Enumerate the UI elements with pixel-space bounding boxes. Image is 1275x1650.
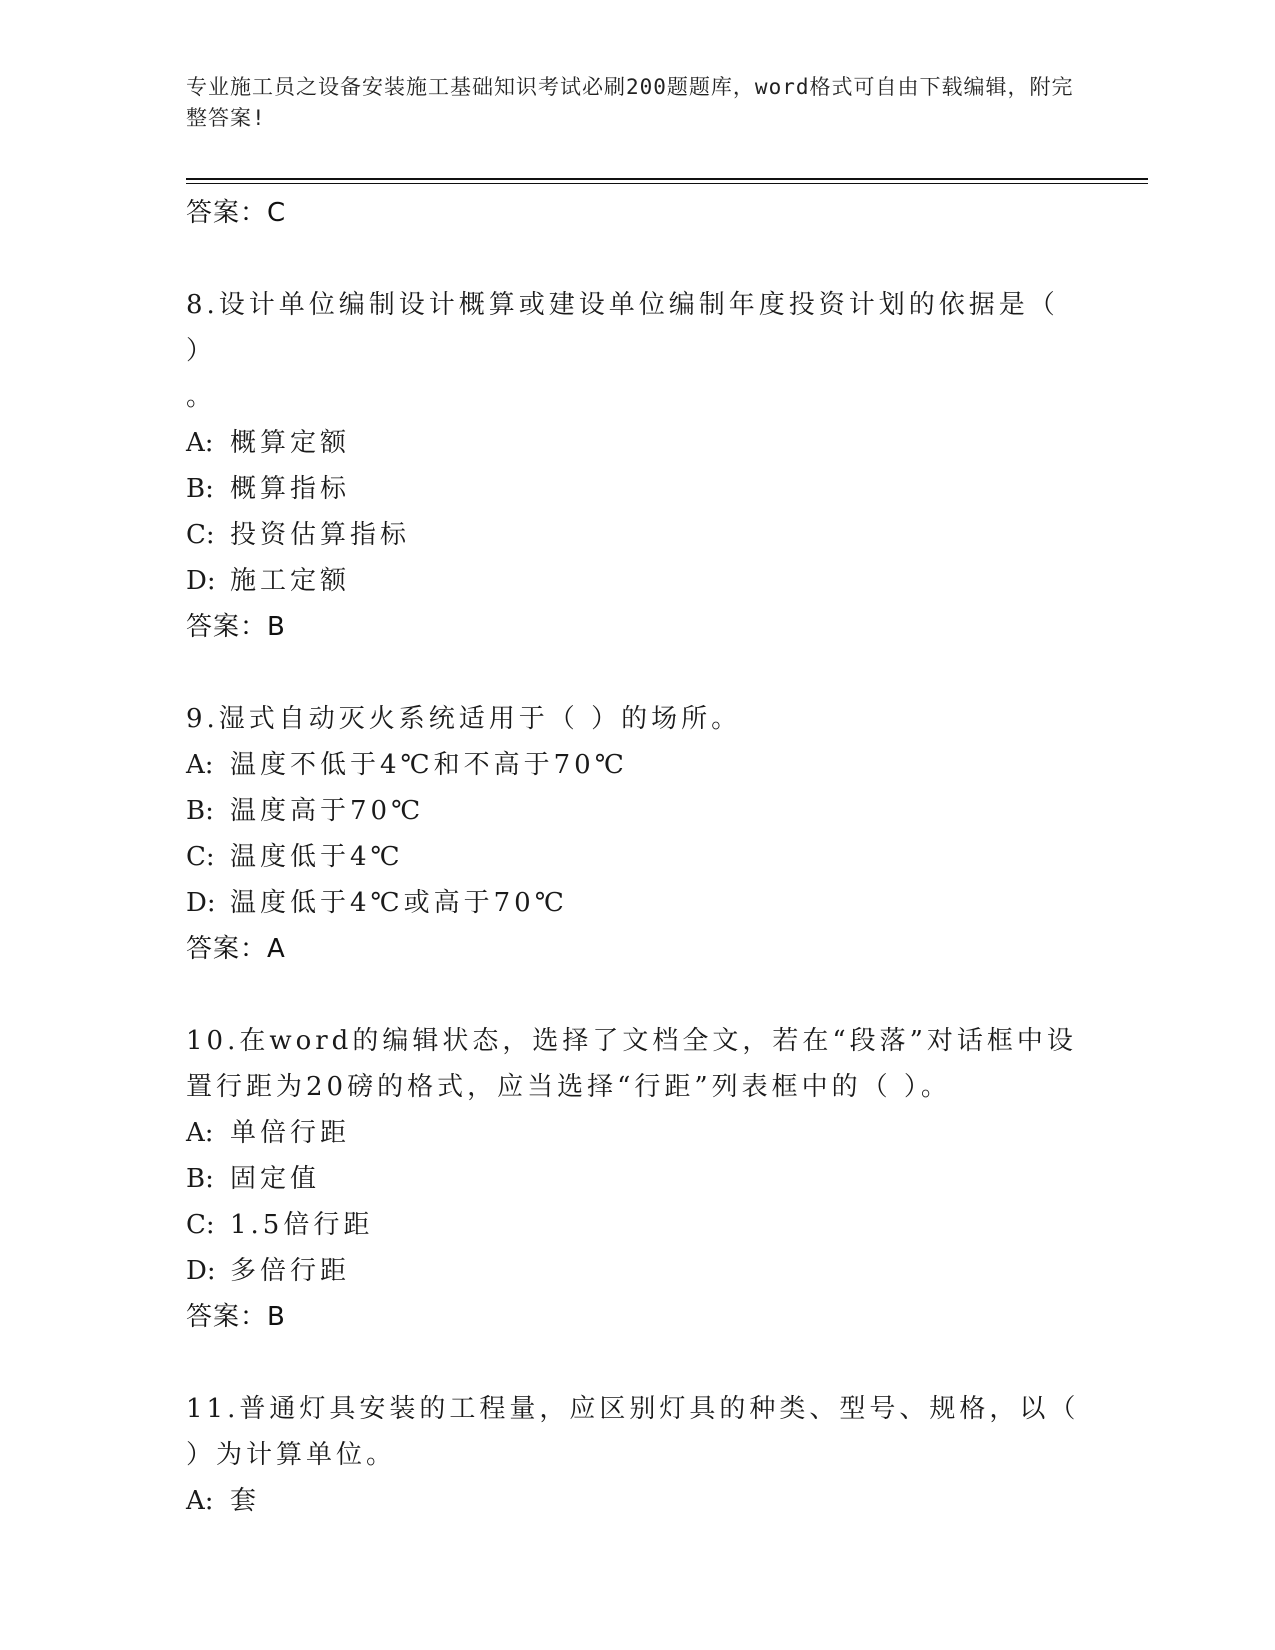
question-10-text [186, 1018, 1086, 1110]
option-d [186, 1248, 1086, 1294]
option-b [186, 788, 1086, 834]
option-c [186, 512, 1086, 558]
option-c [186, 834, 1086, 880]
option-text: 温度高于70℃ [230, 796, 425, 826]
document-header-title: 专业施工员之设备安装施工基础知识考试必刷200题题库，word格式可自由下载编辑，附完整答案! [186, 75, 1074, 130]
option-text: 概算定额 [230, 428, 351, 458]
answer-line: 答案：C [186, 198, 287, 228]
option-b [186, 1156, 1086, 1202]
option-letter: D: [186, 888, 216, 918]
spacer [186, 650, 1086, 696]
option-text: 固定值 [230, 1164, 321, 1194]
question-line: 8.设计单位编制设计概算或建设单位编制年度投资计划的依据是（ ） [186, 290, 1072, 366]
header-divider-thin [186, 183, 1148, 184]
option-text: 1.5倍行距 [230, 1210, 374, 1240]
option-b [186, 466, 1086, 512]
option-letter: A: [186, 750, 214, 780]
question-line: 10.在word的编辑状态，选择了文档全文，若在“段落”对话框中设 [186, 1026, 1077, 1056]
option-c [186, 1202, 1086, 1248]
option-d [186, 558, 1086, 604]
option-text: 投资估算指标 [230, 520, 411, 550]
answer-line: 答案：B [186, 612, 286, 642]
option-letter: B: [186, 796, 214, 826]
option-letter: A: [186, 1486, 214, 1516]
option-letter: C: [186, 842, 215, 872]
answer-line: 答案：B [186, 1302, 286, 1332]
option-text: 温度不低于4℃和不高于70℃ [230, 750, 628, 780]
spacer [186, 236, 1086, 282]
option-text: 概算指标 [230, 474, 351, 504]
spacer [186, 1340, 1086, 1386]
question-9-text [186, 696, 1086, 742]
option-letter: B: [186, 1164, 214, 1194]
option-a [186, 1110, 1086, 1156]
option-letter: A: [186, 428, 214, 458]
question-line: ）为计算单位。 [186, 1440, 397, 1470]
question-11-text [186, 1386, 1086, 1478]
option-letter: C: [186, 1210, 215, 1240]
option-a [186, 742, 1086, 788]
option-letter: C: [186, 520, 215, 550]
option-a [186, 1478, 1086, 1524]
option-text: 多倍行距 [230, 1256, 351, 1286]
option-text: 温度低于4℃或高于70℃ [230, 888, 568, 918]
question-line: 9.湿式自动灭火系统适用于（ ）的场所。 [186, 704, 742, 734]
option-letter: B: [186, 474, 214, 504]
spacer [186, 972, 1086, 1018]
option-a [186, 420, 1086, 466]
question-line: 。 [186, 382, 217, 412]
answer-line: 答案：A [186, 934, 286, 964]
option-letter: D: [186, 1256, 216, 1286]
option-text: 施工定额 [230, 566, 351, 596]
option-d [186, 880, 1086, 926]
option-letter: A: [186, 1118, 214, 1148]
option-letter: D: [186, 566, 216, 596]
option-text: 温度低于4℃ [230, 842, 404, 872]
option-text: 单倍行距 [230, 1118, 351, 1148]
header-divider-thick [186, 178, 1148, 180]
question-line: 置行距为20磅的格式，应当选择“行距”列表框中的（ ）。 [186, 1072, 951, 1102]
question-line: 11.普通灯具安装的工程量，应区别灯具的种类、型号、规格，以（ [186, 1394, 1080, 1424]
question-list [186, 190, 1086, 1524]
option-text: 套 [230, 1486, 261, 1516]
question-8-text [186, 282, 1086, 420]
